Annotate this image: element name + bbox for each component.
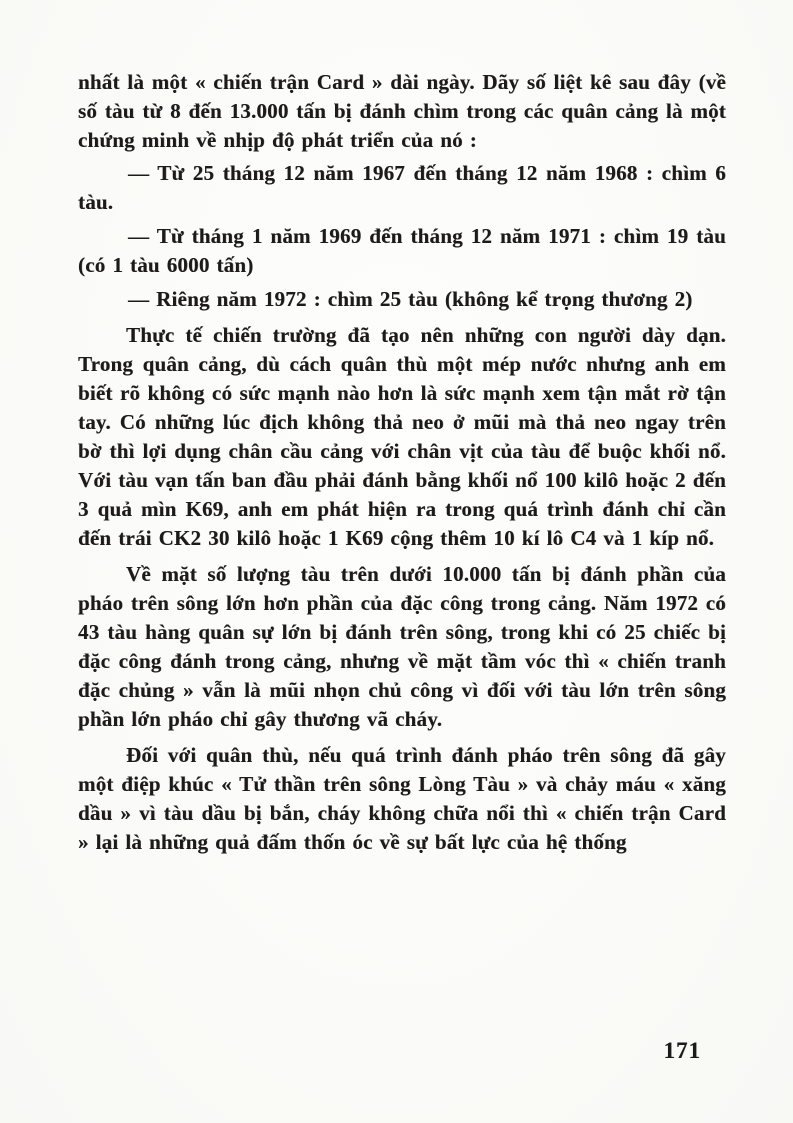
- text-block: [78, 68, 726, 862]
- page-number: 171: [663, 1038, 701, 1063]
- paragraph-continuation: nhất là một « chiến trận Card » dài ngày. Dãy số liệt kê sau đây (về số tàu từ 8 đến 13.000 tấn bị đánh chìm trong các quân cảng là một chứng minh về nhịp độ phát triển của nó :: [78, 70, 726, 152]
- list-item-1969-1971: — Từ tháng 1 năm 1969 đến tháng 12 năm 1971 : chìm 19 tàu (có 1 tàu 6000 tấn): [78, 224, 726, 277]
- list-item-1972: — Riêng năm 1972 : chìm 25 tàu (không kể trọng thương 2): [128, 287, 693, 311]
- paragraph-battlefield-experience: Thực tế chiến trường đã tạo nên những con người dày dạn. Trong quân cảng, dù cách quân thù một mép nước nhưng anh em biết rõ không có sức mạnh nào hơn là sức mạnh xem tận mắt rờ tận tay. Có những lúc địch không thả neo ở mũi mà thả neo ngay trên bờ thì lợi dụng chân cầu cảng với chân vịt của tàu để buộc khối nổ. Với tàu vạn tấn ban đầu phải đánh bằng khối nổ 100 kilô hoặc 2 đến 3 quả mìn K69, anh em phát hiện ra trong quá trình đánh chỉ cần đến trái CK2 30 kilô hoặc 1 K69 cộng thêm 10 kí lô C4 và 1 kíp nổ.: [78, 323, 726, 550]
- paragraph-enemy-conclusion: Đối với quân thù, nếu quá trình đánh pháo trên sông đã gây một điệp khúc « Tử thần trên sông Lòng Tàu » và chảy máu « xăng dầu » vì tàu dầu bị bắn, cháy không chữa nổi thì « chiến trận Card » lại là những quả đấm thốn óc về sự bất lực của hệ thống: [78, 743, 726, 854]
- paragraph-ship-statistics: Về mặt số lượng tàu trên dưới 10.000 tấn bị đánh phần của pháo trên sông lớn hơn phần của đặc công trong cảng. Năm 1972 có 43 tàu hàng quân sự lớn bị đánh trên sông, trong khi có 25 chiếc bị đặc công đánh trong cảng, nhưng về mặt tầm vóc thì « chiến tranh đặc chủng » vẫn là mũi nhọn chủ công vì đối với tàu lớn trên sông phần lớn pháo chỉ gây thương vã cháy.: [78, 562, 726, 731]
- list-item-1967-1968: — Từ 25 tháng 12 năm 1967 đến tháng 12 năm 1968 : chìm 6 tàu.: [78, 161, 726, 214]
